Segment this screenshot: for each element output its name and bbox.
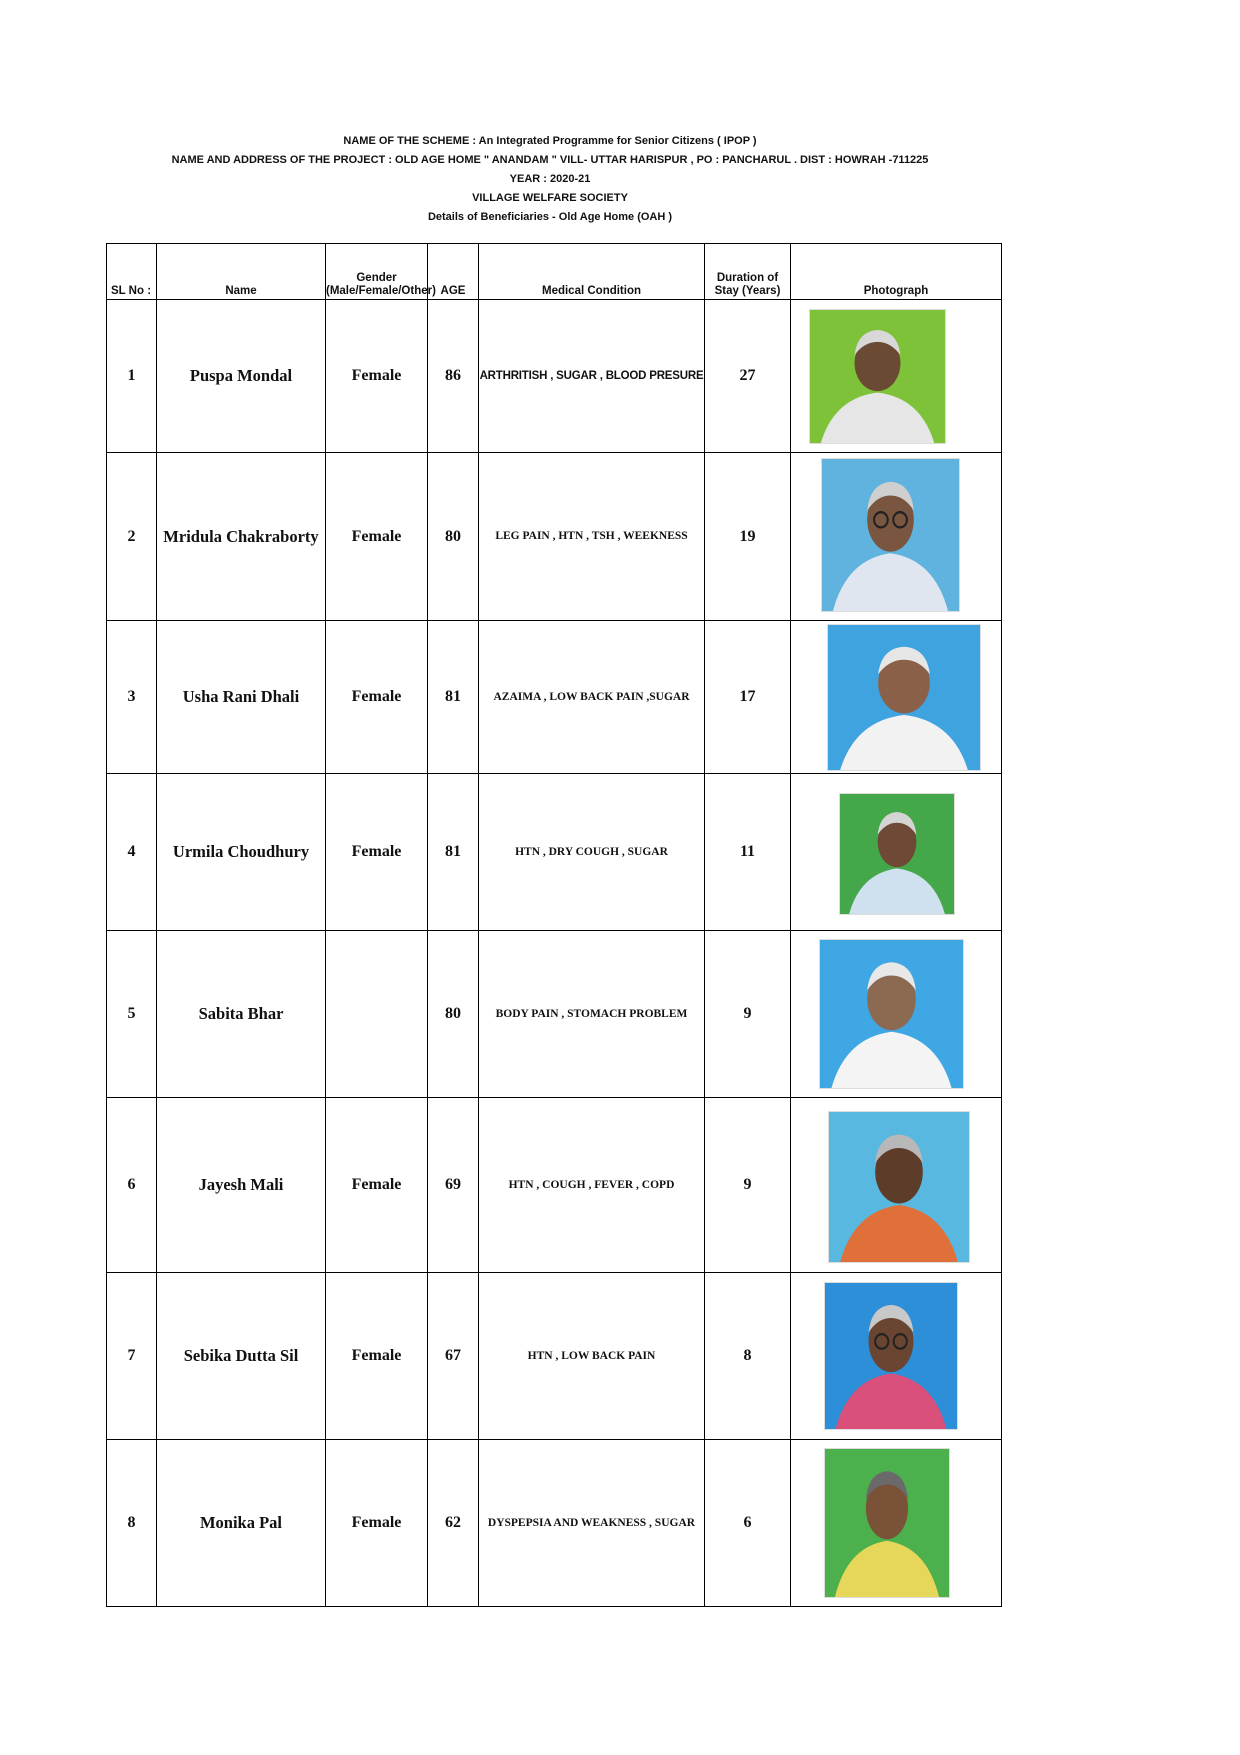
cell-duration: 27 [705, 300, 791, 453]
cell-name: Jayesh Mali [157, 1098, 326, 1273]
cell-medical: DYSPEPSIA AND WEAKNESS , SUGAR [479, 1440, 705, 1607]
col-header-photo: Photograph [791, 244, 1002, 300]
document-header [100, 132, 1000, 227]
cell-name: Monika Pal [157, 1440, 326, 1607]
cell-age: 81 [428, 774, 479, 931]
table-row [107, 453, 1002, 621]
portrait-photo-icon [820, 940, 963, 1088]
table-header-row [107, 244, 1002, 300]
table-row [107, 1440, 1002, 1607]
col-header-gender: Gender (Male/Female/Other) [326, 244, 428, 300]
year: YEAR : 2020-21 [509, 173, 591, 185]
table-row [107, 774, 1002, 931]
cell-age: 80 [428, 453, 479, 621]
cell-photo [791, 1440, 1002, 1607]
cell-gender: Female [326, 453, 428, 621]
portrait-photo-icon [822, 459, 959, 611]
col-header-medical: Medical Condition [479, 244, 705, 300]
cell-duration: 9 [705, 1098, 791, 1273]
cell-medical: AZAIMA , LOW BACK PAIN ,SUGAR [479, 621, 705, 774]
cell-name: Usha Rani Dhali [157, 621, 326, 774]
cell-gender: Female [326, 300, 428, 453]
table-row [107, 1098, 1002, 1273]
portrait-photo-icon [828, 625, 980, 770]
organization-name: VILLAGE WELFARE SOCIETY [472, 192, 628, 204]
cell-name: Puspa Mondal [157, 300, 326, 453]
cell-gender: Female [326, 621, 428, 774]
cell-sl: 6 [107, 1098, 157, 1273]
cell-gender: Female [326, 774, 428, 931]
cell-medical: HTN , DRY COUGH , SUGAR [479, 774, 705, 931]
beneficiaries-table [106, 243, 1002, 1607]
scheme-name: NAME OF THE SCHEME : An Integrated Programme for Senior Citizens ( IPOP ) [343, 135, 757, 147]
cell-sl: 2 [107, 453, 157, 621]
cell-gender: Female [326, 1273, 428, 1440]
cell-medical: LEG PAIN , HTN , TSH , WEEKNESS [479, 453, 705, 621]
portrait-photo-icon [825, 1283, 957, 1429]
cell-medical: BODY PAIN , STOMACH PROBLEM [479, 931, 705, 1098]
cell-photo [791, 1098, 1002, 1273]
cell-photo [791, 774, 1002, 931]
cell-duration: 8 [705, 1273, 791, 1440]
cell-duration: 19 [705, 453, 791, 621]
cell-age: 62 [428, 1440, 479, 1607]
cell-sl: 7 [107, 1273, 157, 1440]
cell-medical: HTN , LOW BACK PAIN [479, 1273, 705, 1440]
col-header-name: Name [157, 244, 326, 300]
cell-photo [791, 453, 1002, 621]
cell-gender: Female [326, 1098, 428, 1273]
cell-sl: 1 [107, 300, 157, 453]
cell-duration: 6 [705, 1440, 791, 1607]
cell-photo [791, 300, 1002, 453]
cell-gender [326, 931, 428, 1098]
cell-name: Urmila Choudhury [157, 774, 326, 931]
cell-age: 80 [428, 931, 479, 1098]
cell-age: 86 [428, 300, 479, 453]
cell-name: Sabita Bhar [157, 931, 326, 1098]
portrait-photo-icon [810, 310, 945, 443]
portrait-photo-icon [840, 794, 954, 914]
cell-age: 69 [428, 1098, 479, 1273]
portrait-photo-icon [825, 1449, 949, 1597]
cell-photo [791, 621, 1002, 774]
cell-age: 81 [428, 621, 479, 774]
cell-photo [791, 1273, 1002, 1440]
project-name-address: NAME AND ADDRESS OF THE PROJECT : OLD AGE HOME " ANANDAM " VILL- UTTAR HARISPUR , PO : PANCHARUL . DIST : HOWRAH -711225 [171, 154, 929, 166]
cell-gender: Female [326, 1440, 428, 1607]
cell-name: Sebika Dutta Sil [157, 1273, 326, 1440]
table-caption: Details of Beneficiaries - Old Age Home (OAH ) [427, 211, 673, 223]
cell-sl: 5 [107, 931, 157, 1098]
cell-name: Mridula Chakraborty [157, 453, 326, 621]
col-header-sl: SL No : [107, 244, 157, 300]
cell-sl: 3 [107, 621, 157, 774]
table-row [107, 1273, 1002, 1440]
cell-medical: HTN , COUGH , FEVER , COPD [479, 1098, 705, 1273]
col-header-duration: Duration of Stay (Years) [705, 244, 791, 300]
table-row [107, 621, 1002, 774]
portrait-photo-icon [829, 1112, 969, 1262]
table-row [107, 931, 1002, 1098]
cell-age: 67 [428, 1273, 479, 1440]
cell-duration: 9 [705, 931, 791, 1098]
cell-medical: ARTHRITISH , SUGAR , BLOOD PRESURE [479, 300, 705, 453]
col-header-age: AGE [428, 244, 479, 300]
cell-sl: 8 [107, 1440, 157, 1607]
table-row [107, 300, 1002, 453]
cell-duration: 17 [705, 621, 791, 774]
cell-photo [791, 931, 1002, 1098]
cell-sl: 4 [107, 774, 157, 931]
cell-duration: 11 [705, 774, 791, 931]
